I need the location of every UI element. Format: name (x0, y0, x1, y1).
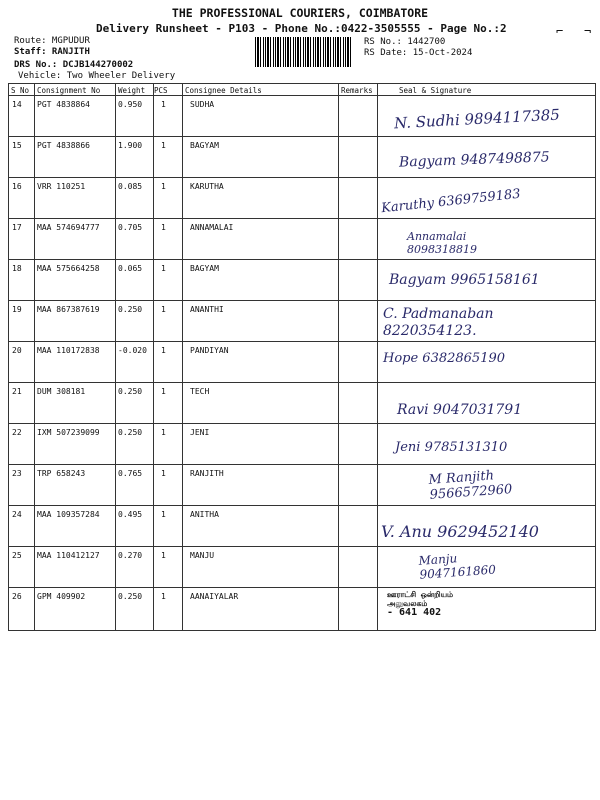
row-weight: 0.495 (118, 510, 143, 519)
row-signature: Jeni 9785131310 (395, 440, 508, 455)
row-consignee: ANANTHI (190, 305, 224, 314)
col-header-consignee: Consignee Details (185, 86, 262, 95)
row-pcs: 1 (161, 469, 166, 478)
stamp-line: ஊராட்சி ஒன்றியம் (387, 590, 454, 599)
row-pcs: 1 (161, 182, 166, 191)
office-seal-stamp (387, 590, 453, 617)
row-signature: N. Sudhi 9894117385 (393, 105, 561, 133)
row-weight: 0.085 (118, 182, 143, 191)
drs-label: DRS No.: DCJB144270002 (14, 60, 134, 70)
row-sno: 24 (12, 510, 22, 519)
row-consignee: BAGYAM (190, 264, 219, 273)
row-pcs: 1 (161, 305, 166, 314)
row-consignee: JENI (190, 428, 210, 437)
row-pcs: 1 (161, 223, 166, 232)
row-weight: 0.705 (118, 223, 143, 232)
col-header-consignment: Consignment No (37, 86, 101, 95)
row-pcs: 1 (161, 592, 166, 601)
row-consignment: MAA 110172838 (37, 346, 100, 355)
row-sno: 25 (12, 551, 22, 560)
row-sno: 20 (12, 346, 22, 355)
row-weight: 0.950 (118, 100, 143, 109)
row-consignee: AANAIYALAR (190, 592, 239, 601)
row-consignee: KARUTHA (190, 182, 224, 191)
row-consignment: MAA 574694777 (37, 223, 100, 232)
route-label: Route: MGPUDUR (14, 36, 90, 46)
row-weight: 0.250 (118, 592, 143, 601)
stamp-line: அலுவலகம் (387, 599, 428, 608)
row-consignee: TECH (190, 387, 210, 396)
row-sno: 14 (12, 100, 22, 109)
row-weight: 0.765 (118, 469, 143, 478)
row-pcs: 1 (161, 264, 166, 273)
row-signature: Bagyam 9965158161 (389, 272, 540, 288)
row-pcs: 1 (161, 141, 166, 150)
col-header-sno: S No (11, 86, 30, 95)
col-header-weight: Weight (118, 86, 146, 95)
corner-mark-right: ¬ (584, 24, 592, 38)
col-header-signature: Seal & Signature (399, 86, 472, 95)
row-pcs: 1 (161, 387, 166, 396)
row-signature: M Ranjith 9566572960 (428, 468, 513, 503)
row-pcs: 1 (161, 100, 166, 109)
corner-mark-left: ⌐ (556, 24, 564, 38)
row-weight: 0.250 (118, 305, 143, 314)
row-signature: C. Padmanaban 8220354123. (383, 306, 494, 339)
row-pcs: 1 (161, 428, 166, 437)
row-sno: 19 (12, 305, 22, 314)
row-consignment: MAA 110412127 (37, 551, 100, 560)
row-weight: 0.250 (118, 387, 143, 396)
row-sno: 15 (12, 141, 22, 150)
row-consignment: DUM 308181 (37, 387, 86, 396)
row-sno: 21 (12, 387, 22, 396)
row-consignment: MAA 109357284 (37, 510, 100, 519)
company-title: THE PROFESSIONAL COURIERS, COIMBATORE (171, 6, 429, 20)
rs-date: RS Date: 15-Oct-2024 (364, 48, 473, 58)
row-consignment: GPM 409902 (37, 592, 86, 601)
row-weight: 0.065 (118, 264, 143, 273)
barcode (255, 37, 351, 67)
col-header-pcs: PCS (154, 86, 168, 95)
row-signature: Ravi 9047031791 (397, 402, 523, 418)
vehicle-label: Vehicle: Two Wheeler Delivery (18, 71, 176, 81)
row-sno: 22 (12, 428, 22, 437)
row-consignment: TRP 658243 (37, 469, 86, 478)
row-signature: Annamalai 8098318819 (407, 230, 477, 256)
row-pcs: 1 (161, 510, 166, 519)
row-consignee: SUDHA (190, 100, 215, 109)
row-signature: Manju 9047161860 (418, 551, 497, 582)
row-consignment: PGT 4838866 (37, 141, 90, 150)
row-sno: 23 (12, 469, 22, 478)
row-weight: 1.900 (118, 141, 143, 150)
row-consignee: RANJITH (190, 469, 224, 478)
row-consignee: ANITHA (190, 510, 219, 519)
runsheet-subtitle: Delivery Runsheet - P103 - Phone No.:0422-3505555 - Page No.:2 (96, 22, 507, 35)
row-sno: 17 (12, 223, 22, 232)
row-pcs: 1 (161, 346, 166, 355)
row-signature: Karuthy 6369759183 (380, 186, 522, 217)
row-weight: 0.250 (118, 428, 143, 437)
row-consignment: MAA 867387619 (37, 305, 100, 314)
staff-label: Staff: RANJITH (14, 47, 90, 57)
rs-number: RS No.: 1442700 (364, 37, 446, 47)
row-consignment: VRR 110251 (37, 182, 86, 191)
row-signature: Hope 6382865190 (383, 351, 506, 366)
row-consignment: IXM 507239099 (37, 428, 100, 437)
col-header-remarks: Remarks (341, 86, 373, 95)
row-sno: 26 (12, 592, 22, 601)
row-pcs: 1 (161, 551, 166, 560)
runsheet-table (8, 83, 596, 631)
row-weight: -0.020 (118, 346, 147, 355)
stamp-line: - 641 402 (387, 607, 442, 618)
row-consignee: BAGYAM (190, 141, 219, 150)
row-consignee: MANJU (190, 551, 215, 560)
row-signature: Bagyam 9487498875 (398, 149, 550, 171)
row-consignee: PANDIYAN (190, 346, 229, 355)
row-sno: 16 (12, 182, 22, 191)
row-consignee: ANNAMALAI (190, 223, 234, 232)
row-signature: V. Anu 9629452140 (381, 522, 539, 541)
row-consignment: MAA 575664258 (37, 264, 100, 273)
row-weight: 0.270 (118, 551, 143, 560)
row-consignment: PGT 4838864 (37, 100, 90, 109)
row-sno: 18 (12, 264, 22, 273)
